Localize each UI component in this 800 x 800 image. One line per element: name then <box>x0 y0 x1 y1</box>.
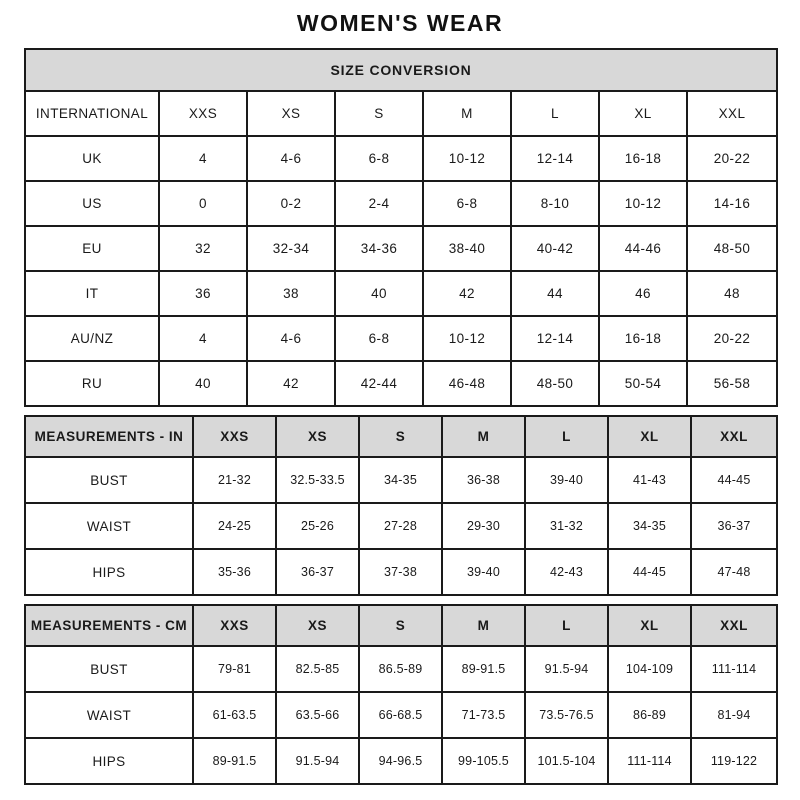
value-cell: 86-89 <box>608 692 691 738</box>
row-label: UK <box>25 136 159 181</box>
value-cell: 104-109 <box>608 646 691 692</box>
value-cell: 101.5-104 <box>525 738 608 784</box>
size-cell: XS <box>247 91 335 136</box>
value-cell: 37-38 <box>359 549 442 595</box>
value-cell: 44-46 <box>599 226 687 271</box>
size-cell: XXL <box>691 416 777 457</box>
value-cell: 16-18 <box>599 136 687 181</box>
row-label: IT <box>25 271 159 316</box>
value-cell: 82.5-85 <box>276 646 359 692</box>
value-cell: 44-45 <box>608 549 691 595</box>
size-cell: M <box>442 605 525 646</box>
value-cell: 10-12 <box>599 181 687 226</box>
value-cell: 79-81 <box>193 646 276 692</box>
value-cell: 4 <box>159 136 247 181</box>
value-cell: 8-10 <box>511 181 599 226</box>
table-header-row <box>25 91 777 136</box>
value-cell: 0 <box>159 181 247 226</box>
value-cell: 42-44 <box>335 361 423 406</box>
value-cell: 16-18 <box>599 316 687 361</box>
value-cell: 32-34 <box>247 226 335 271</box>
value-cell: 25-26 <box>276 503 359 549</box>
value-cell: 40 <box>159 361 247 406</box>
page-title: WOMEN'S WEAR <box>296 10 504 36</box>
value-cell: 4 <box>159 316 247 361</box>
row-label: RU <box>25 361 159 406</box>
value-cell: 111-114 <box>691 646 777 692</box>
measurements-in-table <box>24 415 778 596</box>
value-cell: 36-37 <box>691 503 777 549</box>
value-cell: 6-8 <box>335 136 423 181</box>
value-cell: 48 <box>687 271 777 316</box>
size-cell: XXS <box>193 605 276 646</box>
size-cell: XXL <box>691 605 777 646</box>
value-cell: 35-36 <box>193 549 276 595</box>
table-row <box>25 181 777 226</box>
value-cell: 48-50 <box>687 226 777 271</box>
table-row <box>25 738 777 784</box>
value-cell: 32.5-33.5 <box>276 457 359 503</box>
value-cell: 0-2 <box>247 181 335 226</box>
value-cell: 10-12 <box>423 136 511 181</box>
value-cell: 39-40 <box>442 549 525 595</box>
row-label: WAIST <box>25 503 193 549</box>
size-cell: L <box>511 91 599 136</box>
value-cell: 46 <box>599 271 687 316</box>
value-cell: 10-12 <box>423 316 511 361</box>
value-cell: 36-38 <box>442 457 525 503</box>
table-row <box>25 136 777 181</box>
value-cell: 38-40 <box>423 226 511 271</box>
value-cell: 42 <box>247 361 335 406</box>
size-cell: XXS <box>159 91 247 136</box>
value-cell: 94-96.5 <box>359 738 442 784</box>
size-cell: XL <box>608 416 691 457</box>
value-cell: 12-14 <box>511 136 599 181</box>
size-conversion-table <box>24 48 778 407</box>
value-cell: 91.5-94 <box>276 738 359 784</box>
value-cell: 46-48 <box>423 361 511 406</box>
value-cell: 38 <box>247 271 335 316</box>
value-cell: 56-58 <box>687 361 777 406</box>
value-cell: 81-94 <box>691 692 777 738</box>
size-cell: XS <box>276 605 359 646</box>
size-cell: XXL <box>687 91 777 136</box>
size-cell: M <box>423 91 511 136</box>
value-cell: 41-43 <box>608 457 691 503</box>
value-cell: 86.5-89 <box>359 646 442 692</box>
value-cell: 42 <box>423 271 511 316</box>
value-cell: 31-32 <box>525 503 608 549</box>
value-cell: 34-35 <box>359 457 442 503</box>
value-cell: 6-8 <box>335 316 423 361</box>
row-label: HIPS <box>25 738 193 784</box>
value-cell: 27-28 <box>359 503 442 549</box>
value-cell: 20-22 <box>687 316 777 361</box>
table-row <box>25 503 777 549</box>
value-cell: 39-40 <box>525 457 608 503</box>
row-label: INTERNATIONAL <box>25 91 159 136</box>
value-cell: 91.5-94 <box>525 646 608 692</box>
size-cell: XL <box>599 91 687 136</box>
measurements-cm-table <box>24 604 778 785</box>
value-cell: 20-22 <box>687 136 777 181</box>
value-cell: 32 <box>159 226 247 271</box>
table-row <box>25 316 777 361</box>
row-label: US <box>25 181 159 226</box>
size-cell: XS <box>276 416 359 457</box>
value-cell: 40-42 <box>511 226 599 271</box>
table-row <box>25 271 777 316</box>
table-title: SIZE CONVERSION <box>25 49 777 91</box>
table-row <box>25 646 777 692</box>
table-header-row <box>25 605 777 646</box>
value-cell: 4-6 <box>247 136 335 181</box>
value-cell: 12-14 <box>511 316 599 361</box>
value-cell: 111-114 <box>608 738 691 784</box>
size-cell: XXS <box>193 416 276 457</box>
value-cell: 36-37 <box>276 549 359 595</box>
value-cell: 21-32 <box>193 457 276 503</box>
size-cell: L <box>525 416 608 457</box>
table-title: MEASUREMENTS - CM <box>25 605 193 646</box>
value-cell: 66-68.5 <box>359 692 442 738</box>
value-cell: 6-8 <box>423 181 511 226</box>
value-cell: 4-6 <box>247 316 335 361</box>
value-cell: 48-50 <box>511 361 599 406</box>
table-row <box>25 457 777 503</box>
row-label: WAIST <box>25 692 193 738</box>
size-cell: S <box>335 91 423 136</box>
value-cell: 14-16 <box>687 181 777 226</box>
size-cell: L <box>525 605 608 646</box>
value-cell: 61-63.5 <box>193 692 276 738</box>
value-cell: 119-122 <box>691 738 777 784</box>
row-label: AU/NZ <box>25 316 159 361</box>
value-cell: 73.5-76.5 <box>525 692 608 738</box>
row-label: BUST <box>25 646 193 692</box>
table-header-row <box>25 416 777 457</box>
row-label: EU <box>25 226 159 271</box>
value-cell: 29-30 <box>442 503 525 549</box>
value-cell: 44-45 <box>691 457 777 503</box>
value-cell: 2-4 <box>335 181 423 226</box>
table-row <box>25 549 777 595</box>
value-cell: 34-36 <box>335 226 423 271</box>
value-cell: 89-91.5 <box>442 646 525 692</box>
size-cell: S <box>359 416 442 457</box>
table-row <box>25 692 777 738</box>
row-label: BUST <box>25 457 193 503</box>
row-label: HIPS <box>25 549 193 595</box>
value-cell: 71-73.5 <box>442 692 525 738</box>
value-cell: 47-48 <box>691 549 777 595</box>
table-row <box>25 226 777 271</box>
value-cell: 42-43 <box>525 549 608 595</box>
size-cell: XL <box>608 605 691 646</box>
table-row <box>25 361 777 406</box>
value-cell: 40 <box>335 271 423 316</box>
table-title: MEASUREMENTS - IN <box>25 416 193 457</box>
size-cell: M <box>442 416 525 457</box>
value-cell: 99-105.5 <box>442 738 525 784</box>
size-cell: S <box>359 605 442 646</box>
value-cell: 89-91.5 <box>193 738 276 784</box>
value-cell: 44 <box>511 271 599 316</box>
table-caption-row <box>25 49 777 91</box>
value-cell: 24-25 <box>193 503 276 549</box>
value-cell: 63.5-66 <box>276 692 359 738</box>
value-cell: 34-35 <box>608 503 691 549</box>
value-cell: 36 <box>159 271 247 316</box>
value-cell: 50-54 <box>599 361 687 406</box>
